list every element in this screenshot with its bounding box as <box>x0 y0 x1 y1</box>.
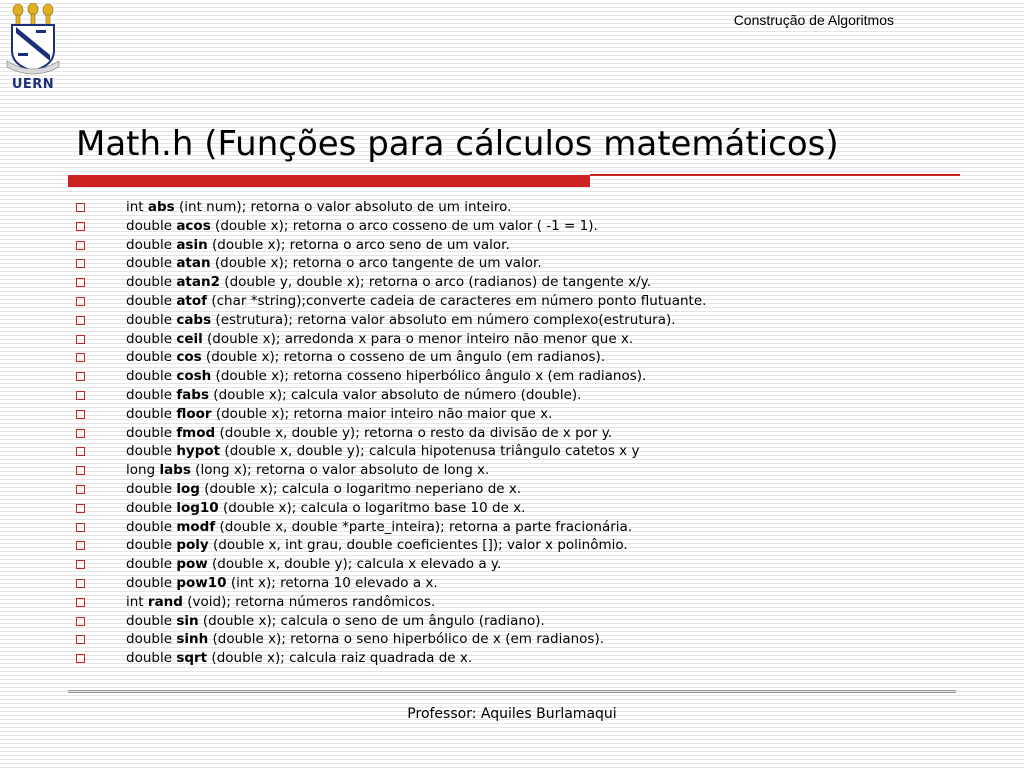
return-type: double <box>126 499 173 516</box>
list-item <box>76 555 976 574</box>
return-type: double <box>126 292 173 309</box>
list-item <box>76 480 976 499</box>
function-name: rand <box>147 593 183 610</box>
list-item <box>76 292 976 311</box>
square-bullet-icon <box>76 617 85 626</box>
return-type: long <box>126 462 156 479</box>
return-type: int <box>126 199 144 215</box>
function-name: pow <box>176 556 208 573</box>
function-description: (double x); retorna o arco cosseno de um valor ( -1 = 1). <box>215 217 598 234</box>
square-bullet-icon <box>76 203 85 212</box>
function-name: abs <box>147 199 175 215</box>
function-name: modf <box>176 518 216 535</box>
course-name: Construção de Algoritmos <box>733 12 894 28</box>
return-type: double <box>126 631 173 648</box>
square-bullet-icon <box>76 335 85 344</box>
function-description: (estrutura); retorna valor absoluto em número complexo(estrutura). <box>215 311 676 328</box>
return-type: double <box>126 368 173 385</box>
return-type: double <box>126 386 173 403</box>
function-name: fmod <box>176 424 216 441</box>
university-crest-icon <box>4 3 62 77</box>
square-bullet-icon <box>76 654 85 663</box>
list-item <box>76 593 976 612</box>
square-bullet-icon <box>76 635 85 644</box>
square-bullet-icon <box>76 579 85 588</box>
list-item <box>76 386 976 405</box>
logo-text: UERN <box>11 77 55 92</box>
return-type: int <box>126 593 144 610</box>
slide-title: Math.h (Funções para cálculos matemáticos) <box>76 124 839 164</box>
return-type: double <box>126 405 173 422</box>
square-bullet-icon <box>76 429 85 438</box>
function-description: (double x); retorna o seno hiperbólico de x (em radianos). <box>212 631 605 648</box>
function-name: sin <box>176 612 199 629</box>
return-type: double <box>126 443 173 460</box>
list-item <box>76 330 976 349</box>
return-type: double <box>126 518 173 535</box>
list-item <box>76 348 976 367</box>
square-bullet-icon <box>76 316 85 325</box>
function-description: (double x); calcula o seno de um ângulo (radiano). <box>202 612 545 629</box>
title-underline-thick <box>68 175 590 187</box>
function-name: sqrt <box>176 650 208 667</box>
function-name: atof <box>176 292 208 309</box>
return-type: double <box>126 255 173 272</box>
function-description: (double x); calcula raiz quadrada de x. <box>211 650 473 667</box>
return-type: double <box>126 556 173 573</box>
square-bullet-icon <box>76 410 85 419</box>
title-underline-thin <box>590 174 960 176</box>
list-item <box>76 424 976 443</box>
function-description: (double x); retorna o arco seno de um valor. <box>212 236 510 253</box>
function-name: poly <box>176 537 209 554</box>
list-item <box>76 254 976 273</box>
square-bullet-icon <box>76 259 85 268</box>
function-name: cos <box>176 349 202 366</box>
list-item <box>76 405 976 424</box>
function-description: (double x); retorna cosseno hiperbólico ângulo x (em radianos). <box>215 368 647 385</box>
square-bullet-icon <box>76 372 85 381</box>
return-type: double <box>126 236 173 253</box>
function-description: (double x, int grau, double coeficientes []); valor x polinômio. <box>212 537 628 554</box>
function-description: (double x, double y); calcula hipotenusa triângulo catetos x y <box>224 443 640 460</box>
list-item <box>76 217 976 236</box>
square-bullet-icon <box>76 447 85 456</box>
function-name: asin <box>176 236 208 253</box>
function-name: sinh <box>176 631 209 648</box>
function-description: (double x); calcula o logaritmo base 10 de x. <box>222 499 526 516</box>
list-item <box>76 499 976 518</box>
function-description: (double x); retorna o arco tangente de um valor. <box>214 255 542 272</box>
list-item <box>76 649 976 668</box>
return-type: double <box>126 311 173 328</box>
list-item <box>76 236 976 255</box>
function-description: (double x, double *parte_inteira); retorna a parte fracionária. <box>219 518 633 535</box>
return-type: double <box>126 574 173 591</box>
return-type: double <box>126 480 173 497</box>
function-description: (double x); calcula valor absoluto de número (double). <box>213 386 582 403</box>
function-name: cabs <box>176 311 212 328</box>
function-description: (char *string);converte cadeia de caracteres em número ponto flutuante. <box>211 292 707 309</box>
list-item <box>76 198 976 217</box>
function-description: (double x); calcula o logaritmo neperiano de x. <box>204 480 522 497</box>
square-bullet-icon <box>76 598 85 607</box>
return-type: double <box>126 424 173 441</box>
function-name: fabs <box>176 386 209 403</box>
function-description: (double x, double y); retorna o resto da divisão de x por y. <box>219 424 613 441</box>
square-bullet-icon <box>76 222 85 231</box>
function-description: (double x); retorna o cosseno de um ângulo (em radianos). <box>205 349 606 366</box>
uern-logo <box>4 3 62 95</box>
list-item <box>76 311 976 330</box>
list-item <box>76 630 976 649</box>
square-bullet-icon <box>76 523 85 532</box>
list-item <box>76 518 976 537</box>
list-item <box>76 273 976 292</box>
function-description: (long x); retorna o valor absoluto de long x. <box>195 462 490 479</box>
return-type: double <box>126 217 173 234</box>
square-bullet-icon <box>76 278 85 287</box>
function-description: (double y, double x); retorna o arco (radianos) de tangente x/y. <box>224 274 652 291</box>
function-list <box>76 198 976 668</box>
return-type: double <box>126 537 173 554</box>
return-type: double <box>126 330 173 347</box>
function-description: (int num); retorna o valor absoluto de um inteiro. <box>179 199 512 215</box>
square-bullet-icon <box>76 241 85 250</box>
square-bullet-icon <box>76 391 85 400</box>
function-description: (double x); retorna maior inteiro não maior que x. <box>215 405 553 422</box>
function-name: acos <box>176 217 211 234</box>
square-bullet-icon <box>76 504 85 513</box>
function-name: atan2 <box>176 274 220 291</box>
square-bullet-icon <box>76 353 85 362</box>
square-bullet-icon <box>76 541 85 550</box>
list-item <box>76 461 976 480</box>
function-description: (double x); arredonda x para o menor inteiro não menor que x. <box>207 330 634 347</box>
list-item <box>76 367 976 386</box>
square-bullet-icon <box>76 560 85 569</box>
function-name: hypot <box>176 443 221 460</box>
square-bullet-icon <box>76 466 85 475</box>
function-name: cosh <box>176 368 212 385</box>
return-type: double <box>126 612 173 629</box>
footer-professor: Professor: Aquiles Burlamaqui <box>407 706 617 722</box>
return-type: double <box>126 349 173 366</box>
function-name: atan <box>176 255 211 272</box>
square-bullet-icon <box>76 485 85 494</box>
return-type: double <box>126 274 173 291</box>
return-type: double <box>126 650 173 667</box>
function-description: (double x, double y); calcula x elevado a y. <box>212 556 502 573</box>
function-description: (int x); retorna 10 elevado a x. <box>230 574 438 591</box>
function-name: labs <box>159 462 191 479</box>
function-name: log10 <box>176 499 219 516</box>
function-name: pow10 <box>176 574 227 591</box>
function-name: floor <box>176 405 212 422</box>
footer-divider <box>68 690 956 693</box>
list-item <box>76 536 976 555</box>
function-name: log <box>176 480 200 497</box>
function-description: (void); retorna números randômicos. <box>187 593 436 610</box>
list-item <box>76 574 976 593</box>
list-item <box>76 612 976 631</box>
function-name: ceil <box>176 330 203 347</box>
square-bullet-icon <box>76 297 85 306</box>
list-item <box>76 442 976 461</box>
